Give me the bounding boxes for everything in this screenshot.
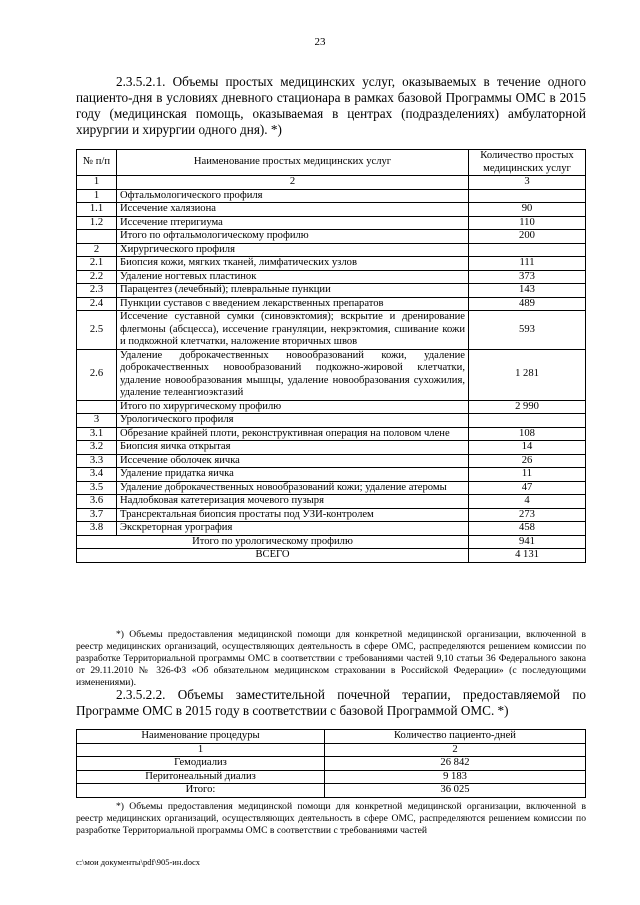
table-row	[77, 297, 586, 311]
row-num: 2.3	[77, 284, 117, 298]
row-num: 3.5	[77, 481, 117, 495]
table-index-row	[77, 176, 586, 190]
row-qty	[469, 414, 586, 428]
row-num: 1.1	[77, 203, 117, 217]
row-qty: 4	[469, 495, 586, 509]
table-row	[77, 230, 586, 244]
row-num: 2.5	[77, 311, 117, 350]
row-name: Трансректальная биопсия простаты под УЗИ-контролем	[117, 508, 469, 522]
table-row	[77, 770, 586, 784]
footnote-1: *) Объемы предоставления медицинской помощи для конкретной медицинской организации, включенной в реестр медицинских организаций, осуществляющих деятельность в сфере ОМС, распределяются решением комиссии по разработке Территориальной программы ОМС в соответствии с требованиями частей 9,10 статьи 36 Федерального закона от 29.11.2010 № 326-ФЗ «Об обязательном медицинском страховании в Российской Федерации» (с последующими изменениями).	[76, 629, 586, 688]
row-name: Экскреторная урография	[117, 522, 469, 536]
row-name: Итого:	[77, 784, 325, 798]
header-num: № п/п	[77, 150, 117, 176]
row-name: Иссечение оболочек яичка	[117, 454, 469, 468]
table-row	[77, 284, 586, 298]
row-qty: 9 183	[325, 770, 586, 784]
table-index-row	[77, 743, 586, 757]
row-name: Хирургического профиля	[117, 243, 469, 257]
row-name: Итого по хирургическому профилю	[117, 400, 469, 414]
row-name: Перитонеальный диализ	[77, 770, 325, 784]
table-row	[77, 270, 586, 284]
row-num: 1.2	[77, 216, 117, 230]
row-name: Удаление придатка яичка	[117, 468, 469, 482]
row-name: Удаление ногтевых пластинок	[117, 270, 469, 284]
row-name: Биопсия яичка открытая	[117, 441, 469, 455]
table-header-row	[77, 730, 586, 744]
row-qty: 1 281	[469, 349, 586, 400]
uro-total-qty: 941	[469, 535, 586, 549]
grand-total-row	[77, 549, 586, 563]
row-name: Пункции суставов с введением лекарственных препаратов	[117, 297, 469, 311]
grand-total-qty: 4 131	[469, 549, 586, 563]
dialysis-table	[76, 729, 586, 798]
table-row	[77, 757, 586, 771]
table-row	[77, 414, 586, 428]
row-qty	[469, 243, 586, 257]
row-qty: 110	[469, 216, 586, 230]
row-qty: 200	[469, 230, 586, 244]
row-num: 3.4	[77, 468, 117, 482]
row-qty: 26 842	[325, 757, 586, 771]
row-num	[77, 400, 117, 414]
row-qty: 273	[469, 508, 586, 522]
row-num: 2.2	[77, 270, 117, 284]
table-row	[77, 508, 586, 522]
row-name: Биопсия кожи, мягких тканей, лимфатических узлов	[117, 257, 469, 271]
index-cell: 1	[77, 743, 325, 757]
row-name: Удаление доброкачественных новообразований кожи; удаление атеромы	[117, 481, 469, 495]
table-row	[77, 311, 586, 350]
uro-total-label: Итого по урологическому профилю	[77, 535, 469, 549]
row-qty: 14	[469, 441, 586, 455]
row-name: Обрезание крайней плоти, реконструктивная операция на половом члене	[117, 427, 469, 441]
table-row	[77, 427, 586, 441]
row-name: Иссечение суставной сумки (синовэктомия); вскрытие и дренирование флегмоны (абсцесса), иссечение грануляции, некрэктомия, сшивание кожи и подкожной клетчатки, наложение вторичных швов	[117, 311, 469, 350]
index-cell: 2	[117, 176, 469, 190]
table-row	[77, 522, 586, 536]
row-qty: 458	[469, 522, 586, 536]
row-qty: 108	[469, 427, 586, 441]
table-row	[77, 468, 586, 482]
row-name: Надлобковая катетеризация мочевого пузыря	[117, 495, 469, 509]
row-num: 3.6	[77, 495, 117, 509]
uro-total-row	[77, 535, 586, 549]
section2-heading: 2.3.5.2.2. Объемы заместительной почечной терапии, предоставляемой по Программе ОМС в 2015 году в соответствии с базовой Программой ОМС. *)	[76, 687, 586, 718]
row-name: Урологического профиля	[117, 414, 469, 428]
row-name: Парацентез (лечебный); плевральные пункции	[117, 284, 469, 298]
row-name: Офтальмологического профиля	[117, 189, 469, 203]
row-num: 3.2	[77, 441, 117, 455]
table-row	[77, 784, 586, 798]
table-row	[77, 400, 586, 414]
table-row	[77, 203, 586, 217]
header-patient-days: Количество пациенто-дней	[325, 730, 586, 744]
header-qty: Количество простых медицинских услуг	[469, 150, 586, 176]
grand-total-label: ВСЕГО	[77, 549, 469, 563]
table-row	[77, 216, 586, 230]
row-name: Иссечение халязиона	[117, 203, 469, 217]
index-cell: 2	[325, 743, 586, 757]
index-cell: 1	[77, 176, 117, 190]
file-path-footer: c:\мои документы\pdf\905-ин.docx	[76, 857, 201, 867]
row-num: 3.3	[77, 454, 117, 468]
page-number: 23	[314, 36, 326, 48]
section1-heading: 2.3.5.2.1. Объемы простых медицинских услуг, оказываемых в течение одного пациенто-дня в условиях дневного стационара в рамках базовой Программы ОМС в 2015 году (медицинская помощь, оказываемая в центрах (подразделениях) амбулаторной хирургии и хирургии одного дня). *)	[76, 74, 586, 137]
row-qty: 373	[469, 270, 586, 284]
table-row	[77, 243, 586, 257]
row-num: 2.6	[77, 349, 117, 400]
row-num: 3.7	[77, 508, 117, 522]
row-num: 3.1	[77, 427, 117, 441]
header-name: Наименование простых медицинских услуг	[117, 150, 469, 176]
row-qty: 2 990	[469, 400, 586, 414]
row-qty: 143	[469, 284, 586, 298]
row-qty: 47	[469, 481, 586, 495]
table-header-row	[77, 150, 586, 176]
header-procedure: Наименование процедуры	[77, 730, 325, 744]
row-num	[77, 230, 117, 244]
row-qty: 11	[469, 468, 586, 482]
row-qty: 90	[469, 203, 586, 217]
table-row	[77, 349, 586, 400]
row-num: 3.8	[77, 522, 117, 536]
table-row	[77, 495, 586, 509]
row-qty: 36 025	[325, 784, 586, 798]
table-row	[77, 189, 586, 203]
row-num: 2.1	[77, 257, 117, 271]
row-qty: 26	[469, 454, 586, 468]
row-num: 1	[77, 189, 117, 203]
row-name: Гемодиализ	[77, 757, 325, 771]
table-row	[77, 481, 586, 495]
footnote-2: *) Объемы предоставления медицинской помощи для конкретной медицинской организации, включенной в реестр медицинских организаций, осуществляющих деятельность в сфере ОМС, распределяются решением комиссии по разработке Территориальной программы ОМС в соответствии с требованиями частей	[76, 801, 586, 836]
row-name: Итого по офтальмологическому профилю	[117, 230, 469, 244]
index-cell: 3	[469, 176, 586, 190]
table-row	[77, 441, 586, 455]
row-num: 2.4	[77, 297, 117, 311]
row-num: 3	[77, 414, 117, 428]
row-qty: 489	[469, 297, 586, 311]
row-qty: 593	[469, 311, 586, 350]
row-qty	[469, 189, 586, 203]
row-name: Иссечение птеригиума	[117, 216, 469, 230]
row-name: Удаление доброкачественных новообразований кожи, удаление доброкачественных новообразований подкожно-жировой клетчатки, удаление новообразования мышцы, удаление новообразования сухожилия, удаление телеангиоэктазий	[117, 349, 469, 400]
table-row	[77, 257, 586, 271]
row-num: 2	[77, 243, 117, 257]
table-row	[77, 454, 586, 468]
services-table	[76, 149, 586, 563]
row-qty: 111	[469, 257, 586, 271]
